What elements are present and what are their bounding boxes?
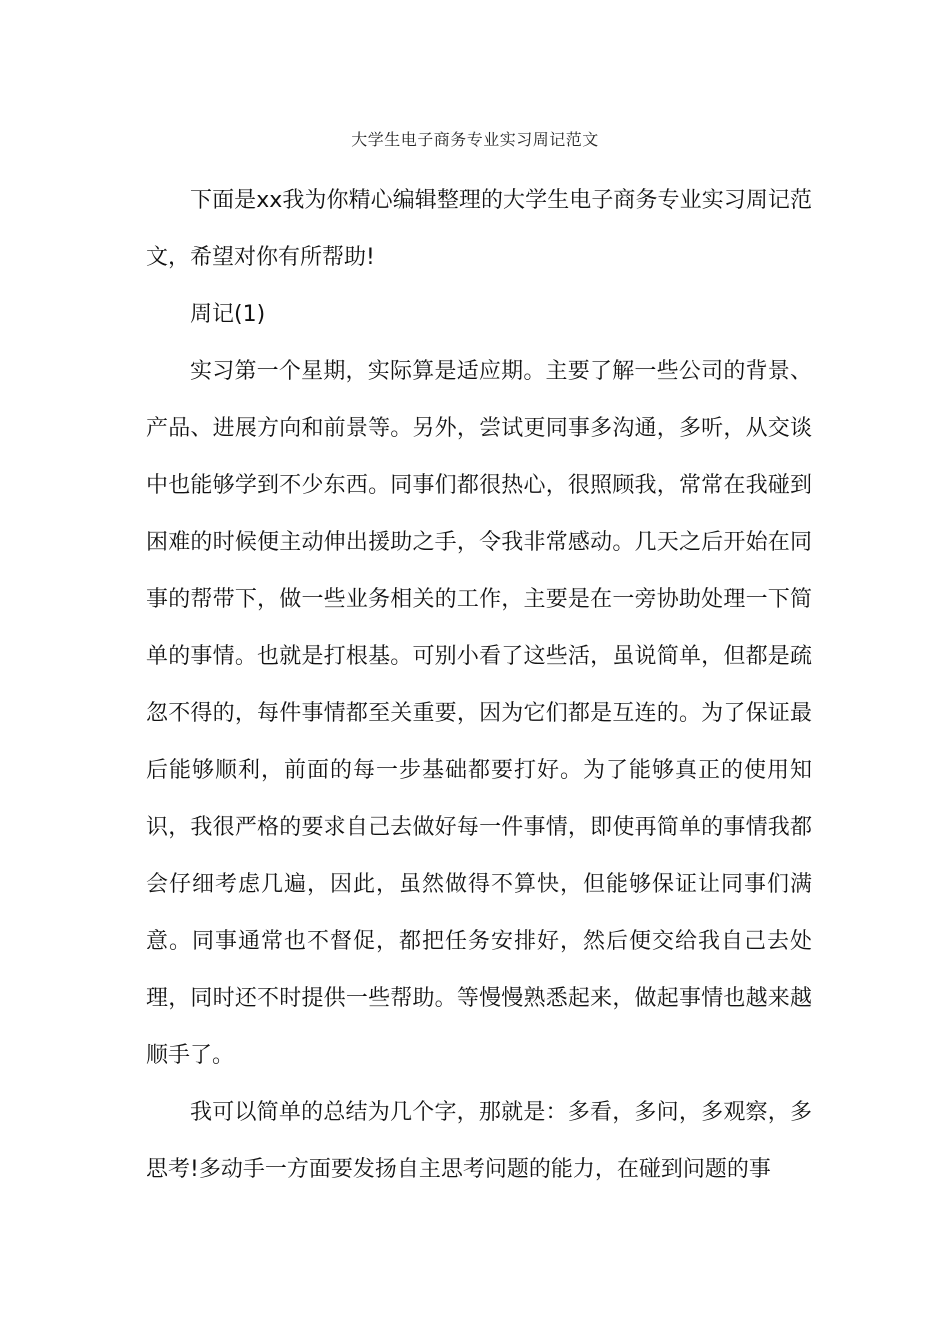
- body-paragraph-1: 实习第一个星期，实际算是适应期。主要了解一些公司的背景、产品、进展方向和前景等。另外，尝试更同事多沟通，多听，从交谈中也能够学到不少东西。同事们都很热心，很照顾我，常常在我碰到困难的时候便主动伸出援助之手，令我非常感动。几天之后开始在同事的帮带下，做一些业务相关的工作，主要是在一旁协助处理一下简单的事情。也就是打根基。可别小看了这些活，虽说简单，但都是疏忽不得的，每件事情都至关重要，因为它们都是互连的。为了保证最后能够顺利，前面的每一步基础都要打好。为了能够真正的使用知识，我很严格的要求自己去做好每一件事情，即使再简单的事情我都会仔细考虑几遍，因此，虽然做得不算快，但能够保证让同事们满意。同事通常也不督促，都把任务安排好，然后便交给我自己去处理，同时还不时提供一些帮助。等慢慢熟悉起来，做起事情也越来越顺手了。: [146, 359, 812, 1068]
- document-body: [146, 172, 812, 1198]
- section-heading: 周记(1): [190, 302, 266, 327]
- document-title: 大学生电子商务专业实习周记范文: [351, 130, 599, 149]
- body-paragraph-2: 我可以简单的总结为几个字，那就是：多看，多问，多观察，多思考!多动手一方面要发扬自主思考问题的能力，在碰到问题的事: [146, 1100, 812, 1182]
- intro-paragraph: 下面是xx我为你精心编辑整理的大学生电子商务专业实习周记范文，希望对你有所帮助!: [146, 188, 812, 270]
